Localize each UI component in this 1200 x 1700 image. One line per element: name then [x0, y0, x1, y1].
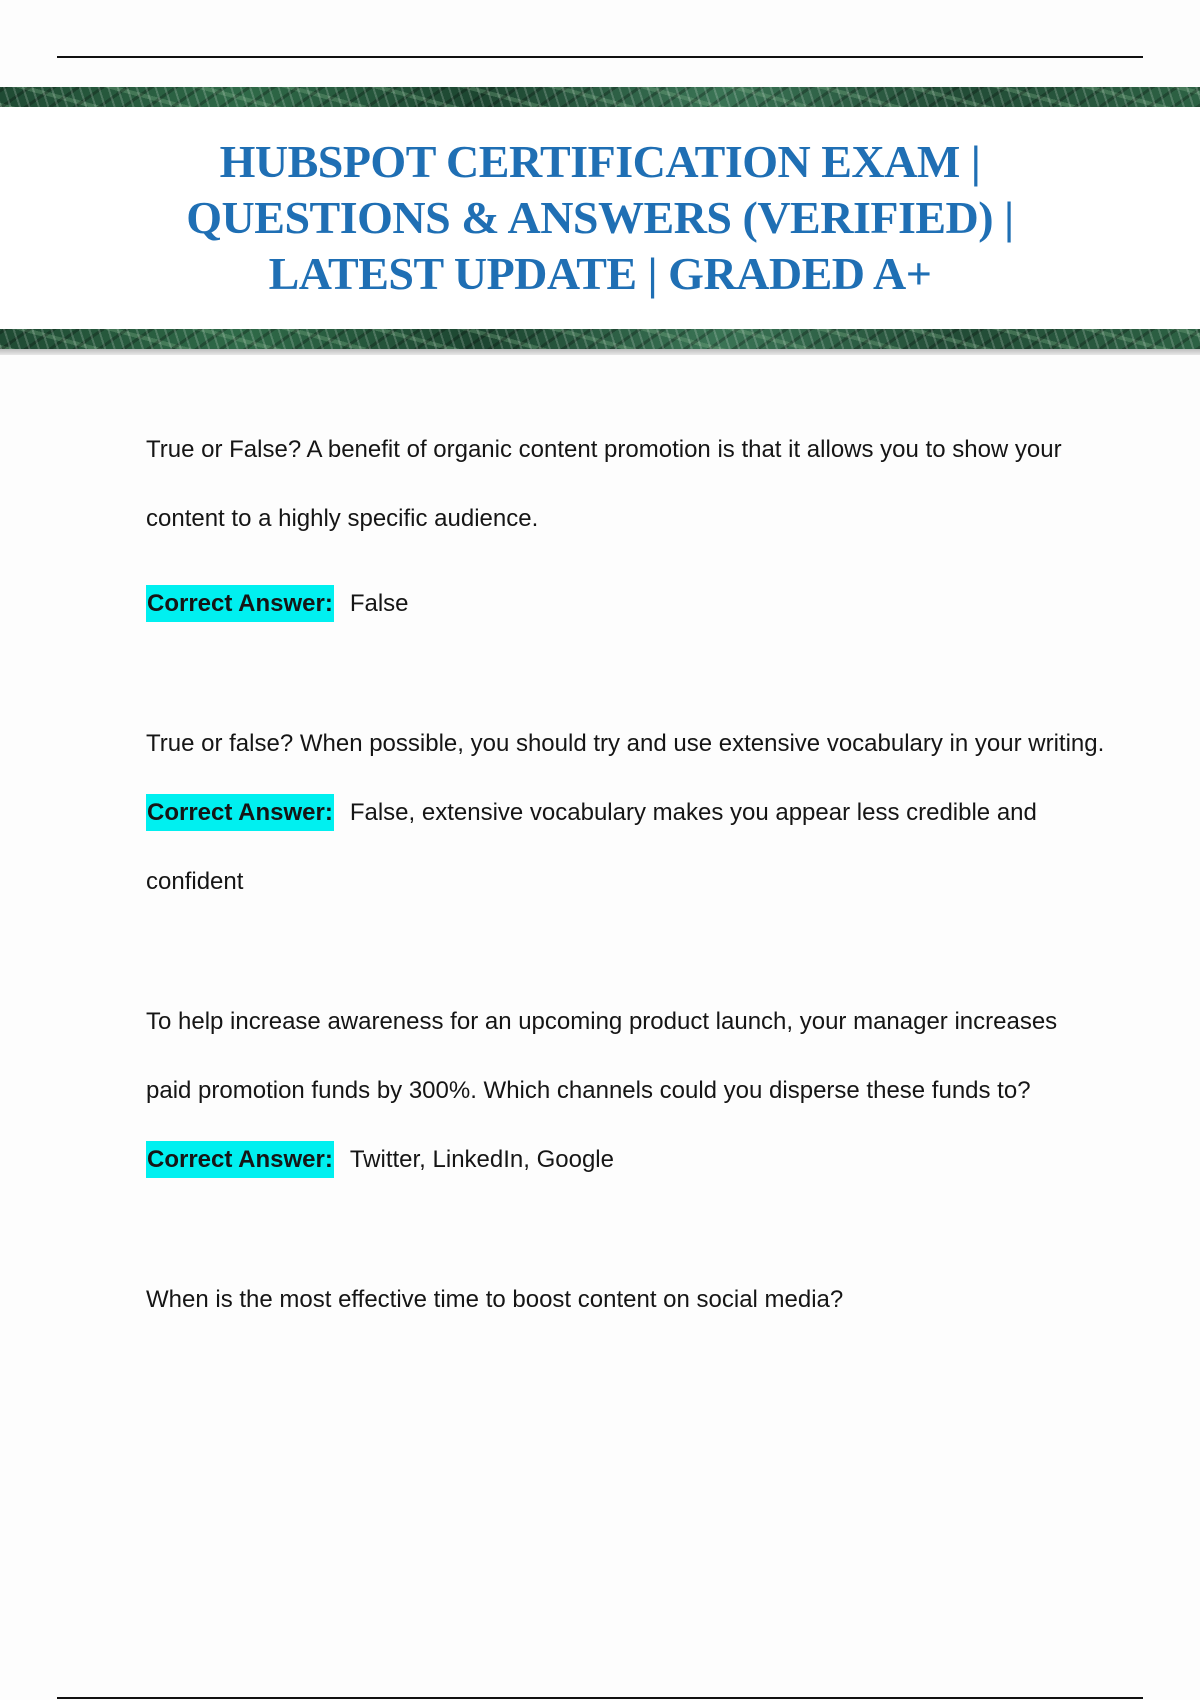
question-text: When is the most effective time to boost content on social media? — [146, 1286, 844, 1313]
correct-answer-label: Correct Answer: — [146, 1141, 334, 1178]
qa-item — [146, 1265, 1106, 1334]
question-text: True or false? When possible, you should try and use extensive vocabulary in your writing. — [146, 730, 1105, 757]
title-banner — [0, 107, 1200, 329]
document-title: HUBSPOT CERTIFICATION EXAM | QUESTIONS & ANSWERS (VERIFIED) | LATEST UPDATE | GRADED A+ — [186, 136, 1014, 299]
answer-row — [146, 1125, 1106, 1194]
answer-text: False, extensive vocabulary makes you appear less credible and confident — [146, 799, 1037, 895]
correct-answer-label: Correct Answer: — [146, 585, 334, 622]
title-border-shadow — [0, 349, 1200, 355]
question-text: True or False? A benefit of organic content promotion is that it allows you to show your content to a highly specific audience. — [146, 436, 1062, 532]
qa-item — [146, 415, 1106, 638]
answer-row — [146, 569, 1106, 638]
title-border-bottom — [0, 329, 1200, 349]
qa-item — [146, 709, 1106, 916]
correct-answer-label: Correct Answer: — [146, 794, 334, 831]
qa-list — [146, 415, 1106, 1334]
question-text: To help increase awareness for an upcoming product launch, your manager increases paid promotion funds by 300%. Which channels could you disperse these funds to? — [146, 1008, 1058, 1104]
answer-text: Twitter, LinkedIn, Google — [349, 1146, 614, 1173]
answer-row — [146, 778, 1106, 916]
title-border-top — [0, 87, 1200, 107]
answer-text: False — [349, 590, 409, 617]
qa-item — [146, 987, 1106, 1194]
footer-rule — [57, 1697, 1143, 1699]
header-rule — [57, 56, 1143, 58]
